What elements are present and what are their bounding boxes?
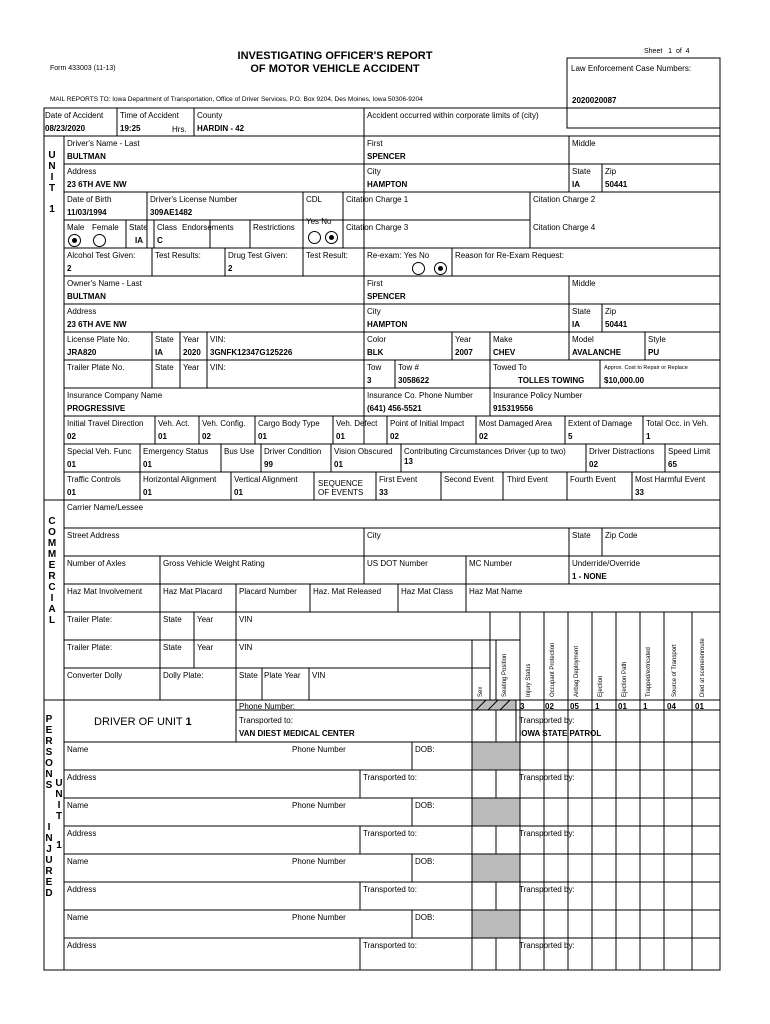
sheet-info xyxy=(644,47,690,56)
person-4-address-label: Address xyxy=(67,941,97,950)
cdl-no-radio[interactable] xyxy=(325,231,338,244)
underride[interactable]: 1 - NONE xyxy=(572,572,607,581)
driver-injury-status[interactable]: 02 xyxy=(545,702,554,711)
trailer-2-state-label: State xyxy=(163,643,182,652)
driver-transported-by[interactable]: IOWA STATE PATROL xyxy=(519,729,602,738)
usdot-label: US DOT Number xyxy=(367,559,428,568)
person-2-address-label: Address xyxy=(67,829,97,838)
comm-zip-label: Zip Code xyxy=(605,531,638,540)
female-label: Female xyxy=(92,223,119,232)
axles-label: Number of Axles xyxy=(67,559,126,568)
veh-act-label: Veh. Act. xyxy=(158,419,190,428)
dolly-state-label: State xyxy=(239,671,258,680)
driver-transport-source[interactable]: 01 xyxy=(695,702,704,711)
col-seating: Seating Position xyxy=(502,653,508,697)
carrier-label: Carrier Name/Lessee xyxy=(67,503,144,512)
driver-transported-to-label: Transported to: xyxy=(239,716,293,725)
horizontal-align[interactable]: 01 xyxy=(143,488,152,497)
first-event[interactable]: 33 xyxy=(379,488,388,497)
reexam-no-radio[interactable] xyxy=(434,262,447,275)
person-2-transported-to-label: Transported to: xyxy=(363,829,417,838)
dolly-plate-year-label: Plate Year xyxy=(264,671,301,680)
reexam-label: Re-exam: Yes No xyxy=(367,251,430,260)
driver-address[interactable]: 23 6TH AVE NW xyxy=(67,180,127,189)
harmful-event-label: Most Harmful Event xyxy=(635,475,706,484)
driver-last-name[interactable]: BULTMAN xyxy=(67,152,106,161)
driver-phone-label: Phone Number: xyxy=(239,702,296,711)
driver-first-name[interactable]: SPENCER xyxy=(367,152,406,161)
trailer-plate-label: Trailer Plate No. xyxy=(67,363,125,372)
emergency-status[interactable]: 01 xyxy=(143,460,152,469)
owner-first-name[interactable]: SPENCER xyxy=(367,292,406,301)
person-2-phone-label: Phone Number xyxy=(292,801,346,810)
plate-year[interactable]: 2020 xyxy=(183,348,201,357)
vertical-align-label: Vertical Alignment xyxy=(234,475,298,484)
model-label: Model xyxy=(572,335,594,344)
col-ejection-path: Ejection Path xyxy=(622,661,628,697)
person-3-name-label: Name xyxy=(67,857,89,866)
driver-transported-by-label: Transported by: xyxy=(519,716,575,725)
insurance-label: Insurance Company Name xyxy=(67,391,163,400)
time-label: Time of Accident xyxy=(120,111,179,120)
underride-label: Underride/Override xyxy=(572,559,641,568)
hrs-label: Hrs. xyxy=(172,125,187,134)
cdl-yes-radio[interactable] xyxy=(308,231,321,244)
trailer-vin-label: VIN: xyxy=(210,363,226,372)
sheet-total: 4 xyxy=(685,48,690,55)
cdl-label: CDL xyxy=(306,195,323,204)
hazmat-released-label: Haz. Mat Released xyxy=(313,587,382,596)
veh-config[interactable]: 02 xyxy=(202,432,211,441)
driver-license[interactable]: 309AE1482 xyxy=(150,208,193,217)
tow-label: Tow xyxy=(367,363,382,372)
contributing-label: Contributing Circumstances Driver (up to two) xyxy=(404,447,566,456)
comm-street-label: Street Address xyxy=(67,531,120,540)
person-4-dob-label: DOB: xyxy=(415,913,435,922)
vin-label: VIN: xyxy=(210,335,226,344)
driver-condition-label: Driver Condition xyxy=(264,447,322,456)
driver-trapped[interactable]: 04 xyxy=(667,702,676,711)
mc-label: MC Number xyxy=(469,559,513,568)
vehicle-year[interactable]: 2007 xyxy=(455,348,473,357)
hazmat-placard-label: Haz Mat Placard xyxy=(163,587,223,596)
person-1-name-label: Name xyxy=(67,745,89,754)
owner-address-label: Address xyxy=(67,307,97,316)
impact-point-label: Point of Initial Impact xyxy=(390,419,465,428)
col-ejection: Ejection xyxy=(598,675,604,697)
second-event-label: Second Event xyxy=(444,475,494,484)
owner-zip[interactable]: 50441 xyxy=(605,320,628,329)
travel-direction[interactable]: 02 xyxy=(67,432,76,441)
towed-to[interactable]: TOLLES TOWING xyxy=(518,376,585,385)
alcohol-label: Alcohol Test Given: xyxy=(67,251,136,260)
speed-limit[interactable]: 65 xyxy=(668,460,677,469)
person-4-phone-label: Phone Number xyxy=(292,913,346,922)
mail-reports: MAIL REPORTS TO: Iowa Department of Transportation, Office of Driver Services, P.O. Box 9204, Des Moines, Iowa 50306-9204 xyxy=(50,96,423,103)
plate-label: License Plate No. xyxy=(67,335,130,344)
male-label: Male xyxy=(67,223,85,232)
insurance-phone-label: Insurance Co. Phone Number xyxy=(367,391,473,400)
drug-label: Drug Test Given: xyxy=(228,251,288,260)
trailer-1-state-label: State xyxy=(163,615,182,624)
owner-city-label: City xyxy=(367,307,381,316)
case-label: Law Enforcement Case Numbers: xyxy=(571,64,692,73)
distractions[interactable]: 02 xyxy=(589,460,598,469)
vehicle-make[interactable]: CHEV xyxy=(493,348,516,357)
insurance-company[interactable]: PROGRESSIVE xyxy=(67,404,126,413)
hazmat-name-label: Haz Mat Name xyxy=(469,587,523,596)
title-line-2: OF MOTOR VEHICLE ACCIDENT xyxy=(250,63,420,75)
accident-date[interactable]: 08/23/2020 xyxy=(45,124,86,133)
col-airbag: Airbag Deployment xyxy=(574,645,580,697)
col-occupant-protection: Occupant Protection xyxy=(550,642,556,697)
person-1-dob-label: DOB: xyxy=(415,745,435,754)
form-number: Form 433003 (11-13) xyxy=(50,65,116,72)
traffic-controls[interactable]: 01 xyxy=(67,488,76,497)
driver-name-label: Driver's Name - Last xyxy=(67,139,140,148)
person-1-phone-label: Phone Number xyxy=(292,745,346,754)
towed-to-label: Towed To xyxy=(493,363,527,372)
person-2-dob-label: DOB: xyxy=(415,801,435,810)
driver-city[interactable]: HAMPTON xyxy=(367,180,408,189)
person-4-name-label: Name xyxy=(67,913,89,922)
owner-name-label: Owner's Name - Last xyxy=(67,279,142,288)
dolly-vin-label: VIN xyxy=(312,671,326,680)
plate-year-label: Year xyxy=(183,335,200,344)
driver-transported-to[interactable]: VAN DIEST MEDICAL CENTER xyxy=(239,729,355,738)
accident-time[interactable]: 19:25 xyxy=(120,124,141,133)
citation-3-label: Citation Charge 3 xyxy=(346,223,409,232)
date-label: Date of Accident xyxy=(45,111,104,120)
person-1-transported-to-label: Transported to: xyxy=(363,773,417,782)
cargo-label: Cargo Body Type xyxy=(258,419,320,428)
style-label: Style xyxy=(648,335,666,344)
drug-test[interactable]: 2 xyxy=(228,264,233,273)
case-number[interactable]: 2020020087 xyxy=(572,96,617,105)
repair-cost-label: Approx. Cost to Repair or Replace xyxy=(604,365,688,371)
color-label: Color xyxy=(367,335,387,344)
tow-number-label: Tow # xyxy=(398,363,419,372)
policy-label: Insurance Policy Number xyxy=(493,391,583,400)
tow-number[interactable]: 3058622 xyxy=(398,376,430,385)
cdl-yes-no: Yes No xyxy=(306,217,332,226)
gvwr-label: Gross Vehicle Weight Rating xyxy=(163,559,265,568)
person-3-phone-label: Phone Number xyxy=(292,857,346,866)
citation-2-label: Citation Charge 2 xyxy=(533,195,596,204)
driver-address-label: Address xyxy=(67,167,97,176)
veh-config-label: Veh. Config. xyxy=(202,419,246,428)
citation-4-label: Citation Charge 4 xyxy=(533,223,596,232)
trailer-1-vin-label: VIN xyxy=(239,615,253,624)
driver-of-unit xyxy=(94,716,192,728)
driver-unit-number: 1 xyxy=(185,716,192,728)
occupants-label: Total Occ. in Veh. xyxy=(646,419,709,428)
injured-side-label: I N J U R E D xyxy=(45,822,53,899)
dob-label: Date of Birth xyxy=(67,195,112,204)
cargo-body[interactable]: 01 xyxy=(258,432,267,441)
col-trapped: Trapped/extricated xyxy=(646,647,652,697)
reexam-yes-radio[interactable] xyxy=(412,262,425,275)
insurance-phone[interactable]: (641) 456-5521 xyxy=(367,404,422,413)
county-label: County xyxy=(197,111,223,120)
hazmat-involvement-label: Haz Mat Involvement xyxy=(67,587,143,596)
sequence-label: SEQUENCE xyxy=(318,479,363,488)
driver-condition[interactable]: 99 xyxy=(264,460,273,469)
owner-state[interactable]: IA xyxy=(572,320,580,329)
person-2-transported-by-label: Transported by: xyxy=(519,829,575,838)
lic-state-label: State xyxy=(129,223,148,232)
damaged-area[interactable]: 02 xyxy=(479,432,488,441)
vision-obscured[interactable]: 01 xyxy=(334,460,343,469)
persons-side-label: P E R S O N S xyxy=(45,714,53,791)
person-3-transported-to-label: Transported to: xyxy=(363,885,417,894)
damaged-area-label: Most Damaged Area xyxy=(479,419,552,428)
trailer-plate-1-label: Trailer Plate: xyxy=(67,615,113,624)
converter-label: Converter Dolly xyxy=(67,671,123,680)
driver-ejection-path[interactable]: 1 xyxy=(643,702,648,711)
reason-label: Reason for Re-Exam Request: xyxy=(455,251,564,260)
driver-unit-label: DRIVER OF UNIT xyxy=(94,716,183,728)
harmful-event[interactable]: 33 xyxy=(635,488,644,497)
trailer-state-label: State xyxy=(155,363,174,372)
contributing[interactable]: 13 xyxy=(404,457,413,466)
comm-city-label: City xyxy=(367,531,381,540)
distractions-label: Driver Distractions xyxy=(589,447,655,456)
special-func[interactable]: 01 xyxy=(67,460,76,469)
driver-occupant-protection[interactable]: 05 xyxy=(570,702,579,711)
plate-number[interactable]: JRA820 xyxy=(67,348,97,357)
vertical-align[interactable]: 01 xyxy=(234,488,243,497)
person-4-transported-by-label: Transported by: xyxy=(519,941,575,950)
sheet-label: Sheet xyxy=(644,48,663,55)
veh-defect[interactable]: 01 xyxy=(336,432,345,441)
comm-state-label: State xyxy=(572,531,591,540)
owner-last-name[interactable]: BULTMAN xyxy=(67,292,106,301)
fourth-event-label: Fourth Event xyxy=(570,475,616,484)
extent-damage[interactable]: 5 xyxy=(568,432,573,441)
extent-label: Extent of Damage xyxy=(568,419,633,428)
owner-zip-label: Zip xyxy=(605,307,617,316)
emergency-label: Emergency Status xyxy=(143,447,209,456)
title-line-1: INVESTIGATING OFFICER'S REPORT xyxy=(237,50,433,62)
test-result-label: Test Result: xyxy=(306,251,348,260)
driver-seating[interactable]: 3 xyxy=(520,702,525,711)
person-4-transported-to-label: Transported to: xyxy=(363,941,417,950)
trailer-1-year-label: Year xyxy=(197,615,214,624)
col-died: Died at scene/enroute xyxy=(700,638,706,697)
third-event-label: Third Event xyxy=(507,475,548,484)
hazmat-class-label: Haz Mat Class xyxy=(401,587,454,596)
test-results-label: Test Results: xyxy=(155,251,201,260)
driver-zip-label: Zip xyxy=(605,167,617,176)
corporate-limits-label: Accident occurred within corporate limits of (city) xyxy=(367,111,539,120)
plate-state[interactable]: IA xyxy=(155,348,163,357)
license-label: Driver's License Number xyxy=(150,195,238,204)
special-func-label: Special Veh. Func xyxy=(67,447,132,456)
male-radio[interactable] xyxy=(68,234,81,247)
owner-middle-label: Middle xyxy=(572,279,596,288)
citation-1-label: Citation Charge 1 xyxy=(346,195,409,204)
driver-city-label: City xyxy=(367,167,381,176)
unit-1-side-label: U N I T 1 xyxy=(55,778,63,851)
first-event-label: First Event xyxy=(379,475,418,484)
trailer-2-vin-label: VIN xyxy=(239,643,253,652)
horizontal-align-label: Horizontal Alignment xyxy=(143,475,217,484)
person-1-transported-by-label: Transported by: xyxy=(519,773,575,782)
plate-state-label: State xyxy=(155,335,174,344)
speed-limit-label: Speed Limit xyxy=(668,447,711,456)
veh-year-label: Year xyxy=(455,335,472,344)
person-3-transported-by-label: Transported by: xyxy=(519,885,575,894)
driver-ejection[interactable]: 01 xyxy=(618,702,627,711)
county[interactable]: HARDIN - 42 xyxy=(197,124,245,133)
vehicle-color[interactable]: BLK xyxy=(367,348,384,357)
make-label: Make xyxy=(493,335,513,344)
trailer-2-year-label: Year xyxy=(197,643,214,652)
unit-side-label: U N I T 1 xyxy=(48,150,56,215)
veh-act[interactable]: 01 xyxy=(158,432,167,441)
defect-label: Veh. Defect xyxy=(336,419,378,428)
vision-label: Vision Obscured xyxy=(334,447,393,456)
repair-cost[interactable]: $10,000.00 xyxy=(604,376,645,385)
lic-state[interactable]: IA xyxy=(135,236,143,245)
lic-class-label: Class xyxy=(157,223,178,232)
owner-address[interactable]: 23 6TH AVE NW xyxy=(67,320,127,329)
report-title xyxy=(230,50,440,76)
driver-zip[interactable]: 50441 xyxy=(605,180,628,189)
person-3-dob-label: DOB: xyxy=(415,857,435,866)
tow[interactable]: 3 xyxy=(367,376,372,385)
lic-class[interactable]: C xyxy=(157,236,163,245)
person-1-address-label: Address xyxy=(67,773,97,782)
driver-dob[interactable]: 11/03/1994 xyxy=(67,208,107,217)
person-3-address-label: Address xyxy=(67,885,97,894)
commercial-side-label: C O M M E R C I A L xyxy=(47,516,57,626)
sheet-of: of xyxy=(675,48,682,55)
bus-use-label: Bus Use xyxy=(224,447,255,456)
col-transport-source: Source of Transport xyxy=(672,644,678,697)
endorsements-label: Endorsements xyxy=(182,223,234,232)
travel-direction-label: Initial Travel Direction xyxy=(67,419,144,428)
sheet-number: 1 xyxy=(668,48,673,55)
alcohol-test[interactable]: 2 xyxy=(67,264,72,273)
owner-state-label: State xyxy=(572,307,591,316)
vehicle-model[interactable]: AVALANCHE xyxy=(572,348,622,357)
impact-point[interactable]: 02 xyxy=(390,432,399,441)
restrictions-label: Restrictions xyxy=(253,223,295,232)
female-radio[interactable] xyxy=(93,234,106,247)
placard-number-label: Placard Number xyxy=(239,587,297,596)
driver-state-label: State xyxy=(572,167,591,176)
driver-first-label: First xyxy=(367,139,383,148)
trailer-year-label: Year xyxy=(183,363,200,372)
owner-first-label: First xyxy=(367,279,383,288)
col-sex: Sex xyxy=(478,686,484,697)
driver-state[interactable]: IA xyxy=(572,180,580,189)
dolly-plate-label: Dolly Plate: xyxy=(163,671,204,680)
traffic-controls-label: Traffic Controls xyxy=(67,475,121,484)
vehicle-style[interactable]: PU xyxy=(648,348,660,357)
owner-city[interactable]: HAMPTON xyxy=(367,320,408,329)
policy-number[interactable]: 915319556 xyxy=(493,404,534,413)
trailer-plate-2-label: Trailer Plate: xyxy=(67,643,113,652)
vin[interactable]: 3GNFK12347G125226 xyxy=(210,348,293,357)
col-injury-status: Injury Status xyxy=(526,663,532,697)
driver-middle-label: Middle xyxy=(572,139,596,148)
occupants[interactable]: 1 xyxy=(646,432,651,441)
events-label: OF EVENTS xyxy=(318,488,364,497)
driver-airbag[interactable]: 1 xyxy=(595,702,600,711)
person-2-name-label: Name xyxy=(67,801,89,810)
